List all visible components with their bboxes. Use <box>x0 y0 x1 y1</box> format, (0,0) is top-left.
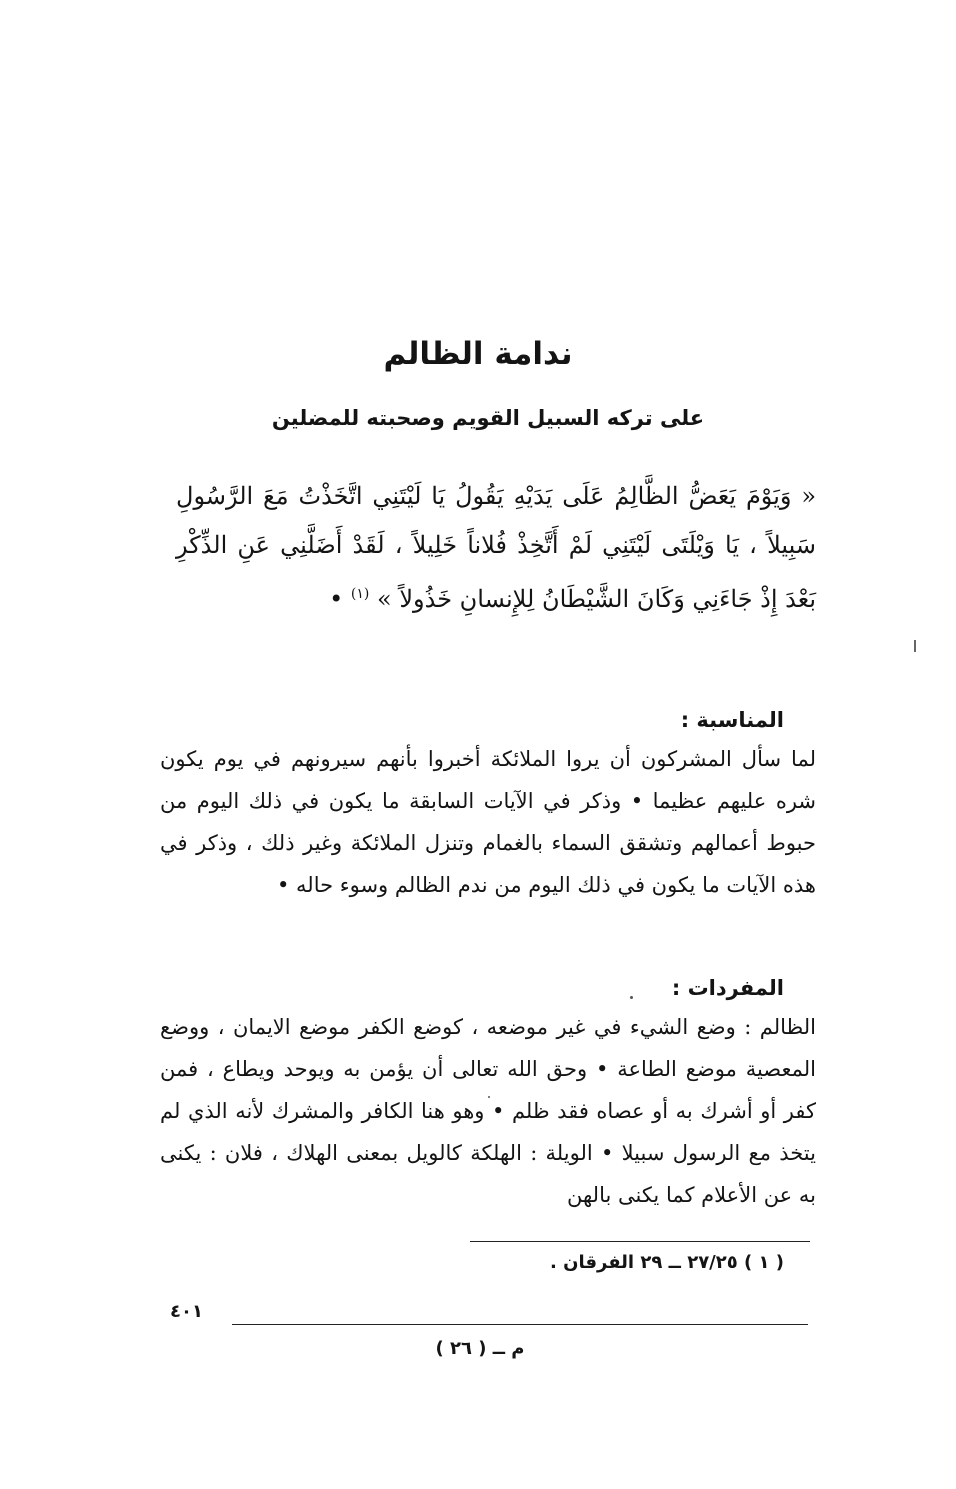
section-heading: المناسبة : <box>680 708 784 732</box>
bottom-divider <box>232 1324 808 1325</box>
scan-mark <box>914 640 916 652</box>
footnote: ( ١ ) ٢٧/٢٥ ــ ٢٩ الفرقان . <box>550 1252 784 1273</box>
quran-verse <box>176 472 816 624</box>
page-number: ٤٠١ <box>170 1301 203 1322</box>
page-title: ندامة الظالم <box>383 336 573 372</box>
section-body: الظالم : وضع الشيء في غير موضعه ، كوضع الكفر موضع الايمان ، ووضع المعصية موضع الطاعة • وحق الله تعالى أن يؤمن به ويوحد ويطاع ، فمن كفر أو أشرك به أو عصاه فقد ظلم • وهو هنا الكافر والمشرك لأنه الذي لم يتخذ مع الرسول سبيلا • الويلة : الهلكة كالويل بمعنى الهلاك ، فلان : يكنى به عن الأعلام كما يكنى بالهن <box>160 1015 816 1207</box>
section-body: لما سأل المشركون أن يروا الملائكة أخبروا بأنهم سيرونهم في يوم يكون شره عليهم عظيما • وذكر في الآيات السابقة ما يكون في ذلك اليوم من حبوط أعمالهم وتشقق السماء بالغمام وتنزل الملائكة وغير ذلك ، وذكر في هذه الآيات ما يكون في ذلك اليوم من ندم الظالم وسوء حاله • <box>160 747 816 897</box>
page-subtitle: على تركه السبيل القويم وصحبته للمضلين <box>271 406 705 430</box>
printer-signature: م ــ ( ٢٦ ) <box>435 1338 525 1359</box>
verse-end-mark: • <box>329 585 344 613</box>
footnote-divider <box>470 1241 810 1242</box>
scan-speck <box>630 996 633 999</box>
section-heading: المفردات : <box>671 976 784 1000</box>
verse-text: « وَيَوْمَ يَعَضُّ الظَّالِمُ عَلَى يَدَيْهِ يَقُولُ يَا لَيْتَنِي اتَّخَذْتُ مَعَ الرَّسُولِ سَبِيلاً ، يَا وَيْلَتَى لَيْتَنِي لَمْ أَتَّخِذْ فُلاناً خَلِيلاً ، لَقَدْ أَضَلَّنِي عَنِ الذِّكْرِ بَعْدَ إِذْ جَاءَنِي وَكَانَ الشَّيْطَانُ لِلإِنسانِ خَذُولاً » <box>176 482 816 613</box>
footnote-marker: (١) <box>350 586 370 602</box>
section-context <box>160 702 816 906</box>
section-vocabulary <box>160 970 816 1216</box>
scan-speck <box>488 1096 490 1098</box>
